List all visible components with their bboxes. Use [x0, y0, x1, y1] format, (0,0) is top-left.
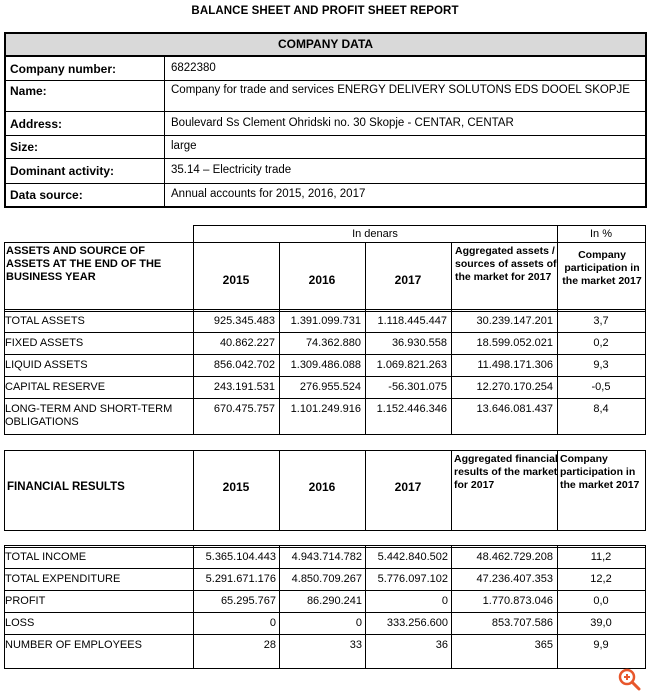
financial-year-2016: 2016 [308, 480, 336, 494]
data-source-label: Data source: [10, 188, 83, 202]
in-denars-label: In denars [352, 228, 398, 240]
cell-aggregated: 48.462.729.208 [476, 551, 553, 563]
report-title: BALANCE SHEET AND PROFIT SHEET REPORT [191, 5, 459, 17]
row-label: TOTAL EXPENDITURE [5, 573, 121, 585]
cell-2016: 4.850.709.267 [291, 573, 362, 585]
row-label: LOSS [5, 617, 35, 629]
cell-2015: 5.291.671.176 [205, 573, 276, 585]
cell-2015: 670.475.757 [213, 403, 275, 415]
cell-aggregated: 853.707.586 [491, 617, 553, 629]
cell-2016: 33 [349, 639, 362, 651]
cell-2017: 36.930.558 [391, 337, 447, 349]
cell-aggregated: 47.236.407.353 [476, 573, 553, 585]
in-percent-label: In % [589, 228, 612, 240]
cell-participation: 12,2 [590, 573, 612, 585]
cell-2017: 1.118.445.447 [377, 315, 447, 327]
cell-2016: 0 [355, 617, 362, 629]
cell-participation: -0,5 [591, 381, 611, 393]
cell-2015: 28 [263, 639, 276, 651]
cell-2017: 5.442.840.502 [377, 551, 448, 563]
assets-year-2016: 2016 [308, 273, 336, 287]
row-label: TOTAL INCOME [5, 551, 87, 563]
cell-participation: 9,9 [593, 639, 609, 651]
cell-participation: 3,7 [593, 315, 609, 327]
name-label: Name: [10, 84, 47, 98]
cell-2016: 1.309.486.088 [290, 359, 361, 371]
cell-2017: 1.069.821.263 [376, 359, 447, 371]
financial-header-label: FINANCIAL RESULTS [7, 481, 125, 493]
row-label: PROFIT [5, 595, 46, 607]
dominant-activity-label: Dominant activity: [10, 164, 115, 178]
cell-2017: 5.776.097.102 [377, 573, 448, 585]
size-value: large [171, 140, 197, 152]
size-label: Size: [10, 140, 39, 154]
cell-aggregated: 11.498.171.306 [477, 359, 553, 371]
financial-year-2015: 2015 [222, 480, 250, 494]
name-value: Company for trade and services ENERGY DELIVERY SOLUTONS EDS DOOEL SKOPJE [171, 84, 630, 96]
row-label: LONG-TERM AND SHORT-TERM OBLIGATIONS [5, 403, 173, 428]
assets-aggregated-header: Aggregated assets / sources of assets of the market for 2017 [455, 245, 557, 283]
assets-participation-header: Company participation in the market 2017 [562, 249, 642, 287]
cell-2016: 1.101.249.916 [290, 403, 361, 415]
cell-aggregated: 13.646.081.437 [476, 403, 553, 415]
cell-2017: -56.301.075 [388, 381, 447, 393]
cell-participation: 8,4 [593, 403, 609, 415]
cell-2016: 86.290.241 [306, 595, 362, 607]
cell-2016: 276.955.524 [299, 381, 361, 393]
cell-2016: 4.943.714.782 [291, 551, 362, 563]
financial-year-2017: 2017 [394, 480, 422, 494]
cell-participation: 0,2 [593, 337, 609, 349]
assets-year-2017: 2017 [394, 273, 422, 287]
company-number-value: 6822380 [171, 62, 216, 74]
row-label: LIQUID ASSETS [5, 359, 88, 371]
assets-header-label: ASSETS AND SOURCE OF ASSETS AT THE END OF THE BUSINESS YEAR [6, 245, 162, 283]
cell-aggregated: 30.239.147.201 [476, 315, 553, 327]
row-label: NUMBER OF EMPLOYEES [5, 639, 142, 651]
cell-participation: 0,0 [593, 595, 609, 607]
cell-2015: 856.042.702 [213, 359, 275, 371]
row-label: TOTAL ASSETS [5, 315, 85, 327]
cell-participation: 11,2 [590, 551, 612, 563]
financial-aggregated-header: Aggregated financial results of the market for 2017 [454, 453, 558, 491]
cell-2016: 74.362.880 [305, 337, 361, 349]
cell-2017: 1.152.446.346 [376, 403, 447, 415]
cell-aggregated: 18.599.052.021 [476, 337, 553, 349]
cell-aggregated: 1.770.873.046 [482, 595, 553, 607]
zoom-in-icon[interactable] [616, 666, 642, 692]
financial-participation-header: Company participation in the market 2017 [560, 453, 640, 491]
company-data-title: COMPANY DATA [277, 37, 374, 51]
cell-aggregated: 365 [534, 639, 553, 651]
address-value: Boulevard Ss Clement Ohridski no. 30 Skopje - CENTAR, CENTAR [171, 117, 514, 129]
cell-2017: 333.256.600 [386, 617, 448, 629]
cell-2015: 0 [269, 617, 276, 629]
cell-2017: 36 [435, 639, 448, 651]
cell-aggregated: 12.270.170.254 [476, 381, 553, 393]
cell-2015: 5.365.104.443 [205, 551, 276, 563]
cell-2015: 65.295.767 [220, 595, 276, 607]
assets-year-2015: 2015 [222, 273, 250, 287]
cell-2015: 243.191.531 [213, 381, 275, 393]
cell-participation: 9,3 [593, 359, 609, 371]
cell-2017: 0 [441, 595, 448, 607]
dominant-activity-value: 35.14 – Electricity trade [171, 164, 292, 176]
cell-participation: 39,0 [590, 617, 612, 629]
cell-2015: 40.862.227 [219, 337, 275, 349]
data-source-value: Annual accounts for 2015, 2016, 2017 [171, 188, 366, 200]
company-number-label: Company number: [10, 62, 117, 76]
row-label: FIXED ASSETS [5, 337, 84, 349]
row-label: CAPITAL RESERVE [5, 381, 106, 393]
cell-2015: 925.345.483 [213, 315, 275, 327]
address-label: Address: [10, 117, 63, 131]
cell-2016: 1.391.099.731 [290, 315, 361, 327]
